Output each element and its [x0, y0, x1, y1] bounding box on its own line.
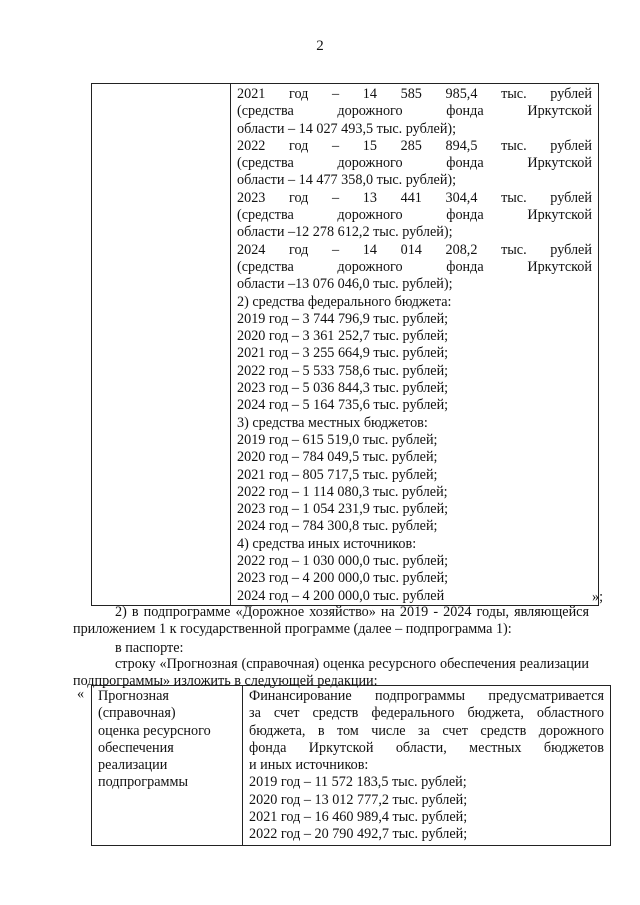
word: рублей: [550, 137, 592, 154]
word: счет: [273, 705, 300, 722]
word: –: [332, 241, 340, 258]
subprogram-funding-table: [91, 685, 611, 846]
text-line: [237, 207, 592, 224]
text-line: [237, 103, 592, 120]
text-line: 4) средства иных источников:: [237, 535, 417, 552]
text-line: 2023 год – 5 036 844,3 тыс. рублей;: [237, 380, 449, 397]
text-line: обеспечения: [98, 739, 174, 756]
word: тыс.: [501, 189, 527, 206]
word: Иркутской: [527, 155, 592, 172]
text-line: области –13 076 046,0 тыс. рублей);: [237, 276, 453, 293]
word: –: [332, 137, 340, 154]
table-value-cell: [243, 686, 611, 846]
word: дорожного: [337, 155, 403, 172]
table-label-cell: [92, 686, 243, 846]
text-line: 2023 год – 1 054 231,9 тыс. рублей;: [237, 501, 449, 518]
text-line: 2024 год – 5 164 735,6 тыс. рублей;: [237, 397, 449, 414]
text-line: [249, 723, 604, 740]
funding-lines: [249, 688, 604, 844]
word: средств: [312, 705, 359, 722]
text-line: [237, 155, 592, 172]
word: федерального: [371, 705, 455, 722]
word: 014: [400, 241, 422, 258]
opening-quote: «: [77, 686, 85, 702]
word: области,: [395, 739, 447, 756]
text-line: 2021 год – 3 255 664,9 тыс. рублей;: [237, 345, 449, 362]
word: 285: [400, 137, 422, 154]
word: рублей: [550, 189, 592, 206]
text-line: 2022 год – 1 114 080,3 тыс. рублей;: [237, 483, 448, 500]
word: фонда: [446, 155, 484, 172]
paragraph-subprogram: 2) в подпрограмме «Дорожное хозяйство» на 2019 - 2024 годы, являющейся приложением 1 к государственной программе (далее – подпрограмма 1):: [73, 604, 589, 638]
word: фонда: [446, 258, 484, 275]
word: том: [336, 722, 359, 739]
text-line: 2) средства федерального бюджета:: [237, 293, 452, 310]
text-line: оценка ресурсного: [98, 722, 211, 739]
text-line: области – 14 027 493,5 тыс. рублей);: [237, 120, 457, 137]
text-line: [237, 242, 592, 259]
text-line: [237, 86, 592, 103]
text-line: области – 14 477 358,0 тыс. рублей);: [237, 172, 457, 189]
text-line: 2019 год – 3 744 796,9 тыс. рублей;: [237, 310, 449, 327]
word: дорожного: [337, 258, 403, 275]
word: предусматривается: [488, 688, 604, 704]
text-line: [237, 138, 592, 155]
word: бюджета,: [249, 722, 306, 739]
word: 2022: [237, 137, 266, 154]
text-line: 2024 год – 784 300,8 тыс. рублей;: [237, 518, 438, 535]
text-line: 3) средства местных бюджетов:: [237, 414, 428, 431]
word: Финансирование: [249, 688, 352, 704]
text-line: 2021 год – 16 460 989,4 тыс. рублей;: [249, 809, 468, 826]
word: 2021: [237, 86, 266, 102]
text-line: 2020 год – 784 049,5 тыс. рублей;: [237, 449, 438, 466]
word: местных: [469, 739, 522, 756]
text-line: 2022 год – 20 790 492,7 тыс. рублей;: [249, 826, 468, 843]
text-line: [249, 688, 604, 705]
word: рублей: [550, 86, 592, 102]
text-line: [237, 190, 592, 207]
word: 585: [400, 86, 422, 102]
text-line: 2020 год – 13 012 777,2 тыс. рублей;: [249, 791, 468, 808]
word: тыс.: [501, 137, 527, 154]
funding-table-continuation: [91, 83, 599, 606]
text-line: области –12 278 612,2 тыс. рублей);: [237, 224, 453, 241]
page-number: 2: [316, 38, 324, 54]
word: Иркутской: [308, 739, 374, 756]
text-line: 2023 год – 4 200 000,0 тыс. рублей;: [237, 570, 449, 587]
paragraph-row-change: строку «Прогнозная (справочная) оценка ресурсного обеспечения реализации подпрограммы» изложить в следующей редакции:: [73, 656, 589, 690]
word: (средства: [237, 207, 294, 224]
text-line: 2022 год – 1 030 000,0 тыс. рублей;: [237, 553, 449, 570]
word: 14: [362, 241, 377, 258]
word: тыс.: [501, 241, 527, 258]
word: (средства: [237, 103, 294, 120]
word: –: [332, 86, 340, 102]
text-line: 2021 год – 805 717,5 тыс. рублей;: [237, 466, 438, 483]
word: –: [332, 189, 340, 206]
word: дорожного: [337, 103, 403, 120]
word: год: [289, 189, 309, 206]
word: областного: [536, 705, 604, 722]
text-line: [237, 259, 592, 276]
text-line: и иных источников:: [249, 757, 369, 774]
table-label-cell: [92, 84, 231, 606]
word: Иркутской: [527, 258, 592, 275]
funding-lines: [237, 86, 592, 605]
word: бюджетов: [543, 739, 604, 756]
word: рублей: [550, 241, 592, 258]
word: 15: [362, 137, 377, 154]
row-label-lines: [98, 688, 236, 792]
word: счет: [442, 722, 468, 739]
word: 2023: [237, 189, 266, 206]
text-line: 2022 год – 5 533 758,6 тыс. рублей;: [237, 362, 449, 379]
word: 208,2: [445, 241, 478, 258]
text-line: 2019 год – 11 572 183,5 тыс. рублей;: [249, 774, 467, 791]
word: фонда: [446, 207, 484, 224]
word: 14: [362, 86, 377, 102]
word: тыс.: [501, 86, 527, 102]
word: 441: [400, 189, 422, 206]
word: (средства: [237, 155, 294, 172]
word: Иркутской: [527, 207, 592, 224]
word: подпрограммы: [375, 688, 466, 704]
text-line: 2024 год – 4 200 000,0 тыс. рублей: [237, 587, 445, 604]
word: фонда: [249, 739, 287, 756]
word: числе: [371, 722, 406, 739]
word: фонда: [446, 103, 484, 120]
text-line: 2020 год – 3 361 252,7 тыс. рублей;: [237, 328, 449, 345]
word: дорожного: [337, 207, 403, 224]
text-line: 2019 год – 615 519,0 тыс. рублей;: [237, 431, 438, 448]
word: бюджета,: [467, 705, 524, 722]
word: дорожного: [538, 722, 604, 739]
text-line: Прогнозная: [98, 688, 169, 704]
word: (средства: [237, 258, 294, 275]
word: год: [289, 137, 309, 154]
word: год: [289, 86, 309, 102]
word: средств: [480, 722, 527, 739]
table-value-cell: [231, 84, 599, 606]
text-line: [249, 740, 604, 757]
word: 894,5: [445, 137, 478, 154]
text-line: [249, 705, 604, 722]
word: Иркутской: [527, 103, 592, 120]
text-line: реализации: [98, 757, 168, 774]
text-line: подпрограммы: [98, 774, 188, 791]
word: 304,4: [445, 189, 478, 206]
word: за: [418, 722, 430, 739]
paragraph-passport: в паспорте:: [115, 640, 184, 656]
closing-quote: »;: [592, 589, 604, 605]
text-line: (справочная): [98, 705, 176, 722]
word: за: [249, 705, 261, 722]
word: 13: [362, 189, 377, 206]
word: год: [289, 241, 309, 258]
word: 985,4: [445, 86, 478, 102]
word: 2024: [237, 241, 266, 258]
word: в: [317, 722, 325, 739]
